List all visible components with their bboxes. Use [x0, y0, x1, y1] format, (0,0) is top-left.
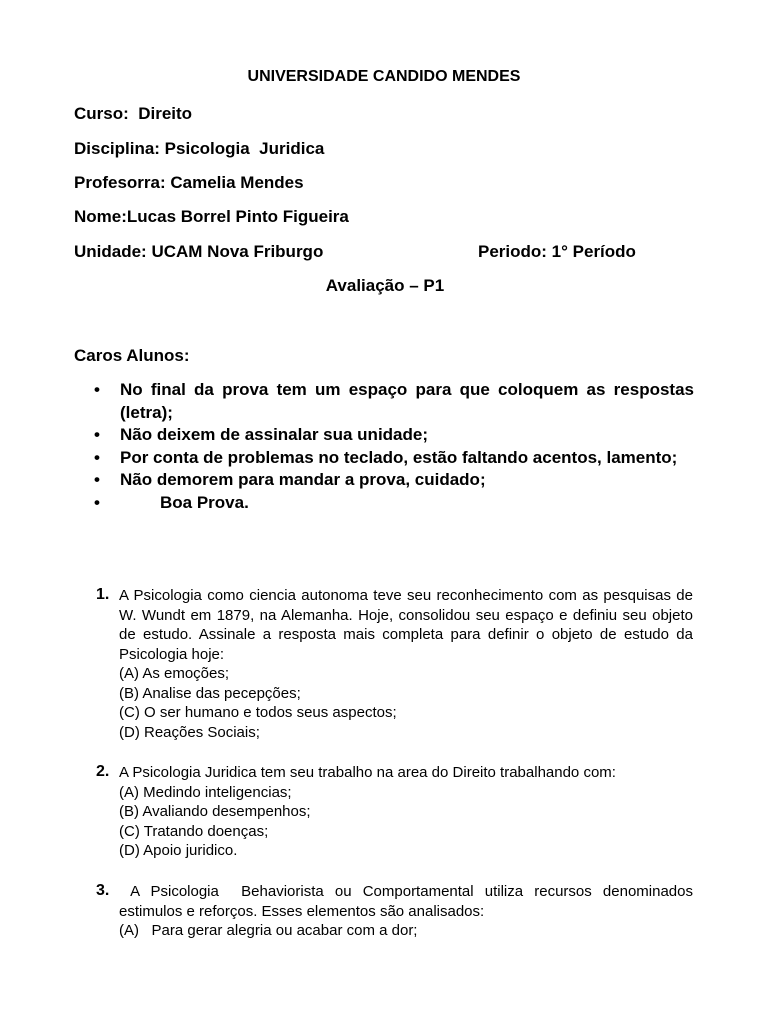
- instruction-text: Por conta de problemas no teclado, estão faltando acentos, lamento;: [120, 447, 678, 467]
- answer-option: (B) Analise das pecepções;: [119, 684, 301, 702]
- answer-option: (A) As emoções;: [119, 665, 230, 682]
- answer-option: (C) Tratando doenças;: [119, 822, 269, 840]
- student-name-line: Nome:Lucas Borrel Pinto Figueira: [74, 207, 349, 226]
- question-text: A Psicologia Juridica tem seu trabalho na area do Direito trabalhando com:: [119, 764, 616, 781]
- instruction-item: [74, 447, 694, 470]
- instructions-list: [74, 379, 694, 514]
- period-line: Periodo: 1° Período: [478, 242, 636, 261]
- answer-option: (D) Apoio juridico.: [119, 842, 238, 859]
- instruction-item: [74, 379, 694, 424]
- instruction-item: [74, 492, 694, 515]
- question-number: 3.: [96, 882, 110, 899]
- question-number: 1.: [96, 586, 110, 603]
- answer-option: (A) Medindo inteligencias;: [119, 783, 292, 801]
- question-number: 2.: [96, 763, 110, 780]
- course-line: Curso: Direito: [74, 104, 193, 123]
- instruction-text: Boa Prova.: [160, 492, 249, 512]
- evaluation-title: [0, 276, 768, 296]
- question-text: A Psicologia como ciencia autonoma teve seu reconhecimento com as pesquisas de W. Wundt em 1879, na Alemanha. Hoje, consolidou seu espaço e definiu seu objeto de estudo. Assinale a resposta mais completa para definir o objeto de estudo da Psicologia hoje:: [119, 587, 693, 663]
- question-1: [96, 586, 693, 742]
- instruction-item: [74, 424, 694, 447]
- instruction-text: No final da prova tem um espaço para que coloquem as respostas (letra);: [120, 380, 694, 422]
- answer-option: (A) Para gerar alegria ou acabar com a dor;: [119, 922, 418, 939]
- discipline-line: Disciplina: Psicologia Juridica: [74, 139, 325, 158]
- answer-option: (D) Reações Sociais;: [119, 723, 260, 741]
- question-2: [96, 763, 693, 861]
- instruction-text: Não demorem para mandar a prova, cuidado;: [120, 470, 486, 489]
- answer-option: (B) Avaliando desempenhos;: [119, 803, 311, 820]
- answer-option: (C) O ser humano e todos seus aspectos;: [119, 704, 397, 721]
- professor-line: Profesorra: Camelia Mendes: [74, 173, 304, 192]
- question-text: A Psicologia Behaviorista ou Comportamental utiliza recursos denominados estimulos e reforços. Esses elementos são analisados:: [119, 883, 698, 920]
- instruction-text: Não deixem de assinalar sua unidade;: [120, 425, 429, 444]
- evaluation-title-text: Avaliação – P1: [325, 276, 445, 295]
- greeting: Caros Alunos:: [74, 346, 190, 365]
- university-title: UNIVERSIDADE CANDIDO MENDES: [247, 68, 521, 85]
- instruction-item: [74, 469, 694, 492]
- question-3: [96, 882, 698, 941]
- unit-line: Unidade: UCAM Nova Friburgo: [74, 242, 324, 261]
